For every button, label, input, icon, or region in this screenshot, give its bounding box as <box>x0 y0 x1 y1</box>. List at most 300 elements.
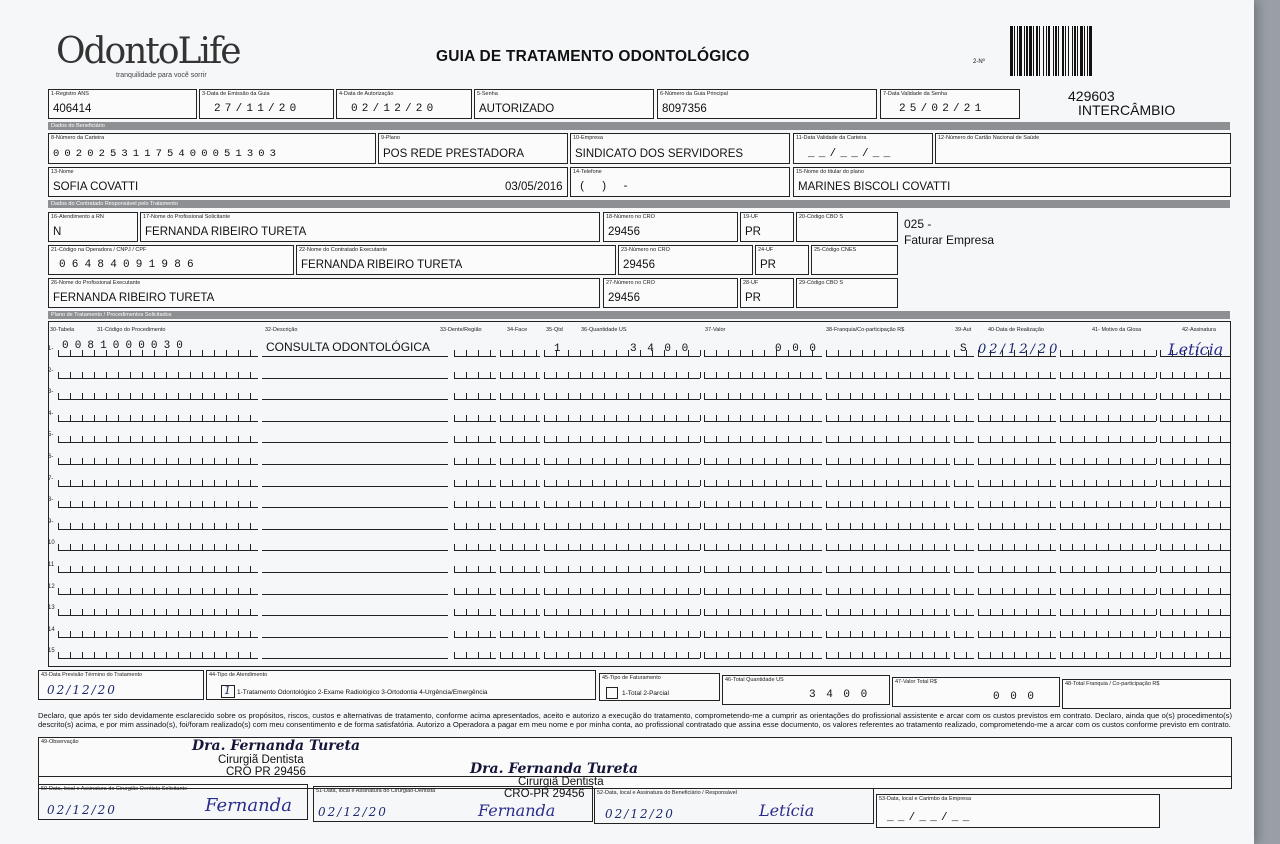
field-atendimento-rn[interactable] <box>48 212 138 242</box>
row-input-line[interactable] <box>826 572 950 573</box>
field-cartao-nacional[interactable] <box>935 133 1231 164</box>
field-codigo-operadora[interactable] <box>48 245 294 275</box>
row-input-line[interactable] <box>544 615 700 616</box>
row-input-line[interactable] <box>500 356 540 357</box>
digit-tick <box>142 436 143 442</box>
row-input-line[interactable] <box>544 637 700 638</box>
row-input-line[interactable] <box>1160 421 1230 422</box>
row-input-line[interactable] <box>954 399 974 400</box>
row-input-line[interactable] <box>1060 658 1156 659</box>
digit-tick <box>1014 436 1015 442</box>
row-input-line[interactable] <box>1060 507 1156 508</box>
row-input-line[interactable] <box>262 637 448 638</box>
digit-tick <box>676 631 677 637</box>
row-input-line[interactable] <box>1060 421 1156 422</box>
row-input-line[interactable] <box>826 356 950 357</box>
digit-tick <box>478 458 479 464</box>
digit-tick <box>1038 609 1039 615</box>
digit-tick <box>1196 652 1197 658</box>
digit-tick <box>536 480 537 486</box>
row-input-line[interactable] <box>826 421 950 422</box>
row-input-line[interactable] <box>454 486 496 487</box>
field-titular[interactable] <box>793 167 1231 197</box>
note-faturar: Faturar Empresa <box>904 233 995 247</box>
row-input-line[interactable] <box>704 421 822 422</box>
row-input-line[interactable] <box>544 529 700 530</box>
field-total-franquia[interactable] <box>1062 679 1231 709</box>
digit-tick <box>1096 372 1097 378</box>
row-input-line[interactable] <box>826 399 950 400</box>
row-number: 10 <box>48 540 55 547</box>
row-input-line[interactable] <box>262 507 448 508</box>
digit-tick <box>226 480 227 486</box>
row-input-line[interactable] <box>704 399 822 400</box>
row-input-line[interactable] <box>454 594 496 595</box>
digit-tick <box>568 544 569 550</box>
row-input-line[interactable] <box>262 421 448 422</box>
digit-tick <box>922 631 923 637</box>
stamp-name: Dra. Fernanda Tureta <box>470 761 639 777</box>
field-assinatura-dentista[interactable] <box>313 786 593 822</box>
row-input-line[interactable] <box>58 507 258 508</box>
row-input-line[interactable] <box>454 615 496 616</box>
digit-tick <box>1120 652 1121 658</box>
row-input-line[interactable] <box>704 464 822 465</box>
row-input-line[interactable] <box>1060 615 1156 616</box>
row-input-line[interactable] <box>954 442 974 443</box>
row-input-line[interactable] <box>500 637 540 638</box>
row-input-line[interactable] <box>704 637 822 638</box>
row-input-line[interactable] <box>500 378 540 379</box>
digit-tick <box>154 415 155 421</box>
digit-tick <box>728 631 729 637</box>
row-input-line[interactable] <box>454 421 496 422</box>
digit-tick <box>568 609 569 615</box>
digit-tick <box>1160 458 1161 464</box>
field-cro-solicitante[interactable] <box>603 212 738 242</box>
row-input-line[interactable] <box>1160 486 1230 487</box>
digit-tick <box>580 458 581 464</box>
row-input-line[interactable] <box>544 399 700 400</box>
row-input-line[interactable] <box>500 507 540 508</box>
row-input-line[interactable] <box>58 399 258 400</box>
row-input-line[interactable] <box>262 550 448 551</box>
field-tipo-atendimento[interactable] <box>206 670 596 700</box>
row-input-line[interactable] <box>978 442 1056 443</box>
field-guia-principal[interactable] <box>657 89 877 119</box>
field-cbo-executante[interactable] <box>796 278 898 308</box>
row-input-line[interactable] <box>500 529 540 530</box>
note-code: 025 - <box>904 217 932 231</box>
digit-tick <box>1060 544 1061 550</box>
row-input-line[interactable] <box>58 378 258 379</box>
row-input-line[interactable] <box>954 378 974 379</box>
field-numero-carteira[interactable] <box>48 133 376 164</box>
digit-tick <box>740 372 741 378</box>
row-input-line[interactable] <box>954 529 974 530</box>
row-input-line[interactable] <box>454 464 496 465</box>
row-input-line[interactable] <box>826 486 950 487</box>
digit-tick <box>752 436 753 442</box>
row-input-line[interactable] <box>826 529 950 530</box>
digit-tick <box>886 588 887 594</box>
digit-tick <box>1014 523 1015 529</box>
row-input-line[interactable] <box>1060 399 1156 400</box>
digit-tick <box>604 350 605 356</box>
row-input-line[interactable] <box>58 529 258 530</box>
digit-tick <box>850 631 851 637</box>
row-input-line[interactable] <box>500 594 540 595</box>
field-valor-total[interactable] <box>892 677 1060 707</box>
row-input-line[interactable] <box>978 486 1056 487</box>
tipo-atendimento-checkbox[interactable] <box>221 685 235 698</box>
row-input-line[interactable] <box>1160 550 1230 551</box>
row-input-line[interactable] <box>1060 486 1156 487</box>
row-input-line[interactable] <box>704 550 822 551</box>
barcode-bar <box>1077 26 1078 76</box>
row-input-line[interactable] <box>704 486 822 487</box>
digit-tick <box>544 501 545 507</box>
row-input-line[interactable] <box>704 442 822 443</box>
row-input-line[interactable] <box>1160 507 1230 508</box>
row-input-line[interactable] <box>58 658 258 659</box>
row-input-line[interactable] <box>978 572 1056 573</box>
row-input-line[interactable] <box>454 658 496 659</box>
row-input-line[interactable] <box>58 356 258 357</box>
digit-tick <box>524 566 525 572</box>
row-input-line[interactable] <box>954 356 974 357</box>
digit-tick <box>826 350 827 356</box>
row-input-line[interactable] <box>262 399 448 400</box>
digit-tick <box>1160 436 1161 442</box>
tipo-faturamento-checkbox[interactable] <box>606 687 618 699</box>
row-input-line[interactable] <box>978 421 1056 422</box>
digit-tick <box>238 350 239 356</box>
field-previsao-termino[interactable] <box>38 670 204 700</box>
header-codigo: 31-Código do Procedimento <box>97 327 166 333</box>
row-input-line[interactable] <box>58 572 258 573</box>
digit-tick <box>1184 501 1185 507</box>
field-cro-executante[interactable] <box>603 278 738 308</box>
row-input-line[interactable] <box>1160 572 1230 573</box>
digit-tick <box>1220 588 1221 594</box>
digit-tick <box>94 588 95 594</box>
digit-tick <box>1172 393 1173 399</box>
row-input-line[interactable] <box>544 507 700 508</box>
digit-tick <box>1120 609 1121 615</box>
row-input-line[interactable] <box>1160 637 1230 638</box>
row-input-line[interactable] <box>544 421 700 422</box>
row-input-line[interactable] <box>454 572 496 573</box>
row-input-line[interactable] <box>954 572 974 573</box>
row-input-line[interactable] <box>500 486 540 487</box>
digit-tick <box>190 458 191 464</box>
field-plano[interactable] <box>378 133 568 164</box>
field-registro-ans[interactable] <box>48 89 197 119</box>
digit-tick <box>512 372 513 378</box>
field-data-autorizacao[interactable] <box>336 89 472 119</box>
digit-tick <box>536 393 537 399</box>
digit-tick <box>946 458 947 464</box>
digit-tick <box>118 544 119 550</box>
field-empresa[interactable] <box>570 133 790 164</box>
digit-tick <box>1038 544 1039 550</box>
row-input-line[interactable] <box>58 615 258 616</box>
row-input-line[interactable] <box>544 550 700 551</box>
field-uf-executante[interactable] <box>740 278 794 308</box>
row-input-line[interactable] <box>1060 378 1156 379</box>
row-input-line[interactable] <box>704 594 822 595</box>
row-input-line[interactable] <box>454 442 496 443</box>
digit-tick <box>740 458 741 464</box>
digit-tick <box>544 631 545 637</box>
digit-tick <box>716 544 717 550</box>
digit-tick <box>826 566 827 572</box>
row-input-line[interactable] <box>262 442 448 443</box>
digit-tick <box>628 415 629 421</box>
field-telefone[interactable] <box>570 167 790 197</box>
row-input-line[interactable] <box>978 464 1056 465</box>
field-label: 4-Data de Autorização <box>339 91 394 97</box>
digit-tick <box>226 544 227 550</box>
field-total-quantidade-us[interactable] <box>722 675 890 705</box>
row-input-line[interactable] <box>454 507 496 508</box>
digit-tick <box>898 609 899 615</box>
digit-tick <box>1144 458 1145 464</box>
row-input-line[interactable] <box>544 356 700 357</box>
field-nome[interactable] <box>48 167 568 197</box>
field-validade-senha[interactable] <box>880 89 1020 119</box>
field-value: SINDICATO DOS SERVIDORES <box>575 148 744 160</box>
digit-tick <box>226 350 227 356</box>
row-input-line[interactable] <box>978 637 1056 638</box>
barcode-bar <box>1055 26 1057 76</box>
field-validade-carteira[interactable] <box>793 133 933 164</box>
row-input-line[interactable] <box>978 529 1056 530</box>
row-input-line[interactable] <box>262 464 448 465</box>
row-input-line[interactable] <box>954 421 974 422</box>
header-descricao: 32-Descrição <box>265 327 298 333</box>
barcode-bar <box>1029 26 1032 76</box>
row-input-line[interactable] <box>978 658 1056 659</box>
row-input-line[interactable] <box>704 615 822 616</box>
row-input-line[interactable] <box>826 615 950 616</box>
digit-tick <box>70 501 71 507</box>
row-input-line[interactable] <box>500 658 540 659</box>
row-input-line[interactable] <box>704 658 822 659</box>
row-input-line[interactable] <box>954 615 974 616</box>
row-input-line[interactable] <box>978 550 1056 551</box>
row-input-line[interactable] <box>454 399 496 400</box>
row-input-line[interactable] <box>1160 442 1230 443</box>
digit-tick <box>1156 609 1157 615</box>
row-input-line[interactable] <box>826 594 950 595</box>
digit-tick <box>106 566 107 572</box>
row-input-line[interactable] <box>544 464 700 465</box>
row-input-line[interactable] <box>978 615 1056 616</box>
field-cro-contratado[interactable] <box>618 245 753 275</box>
field-senha[interactable] <box>474 89 654 119</box>
row-input-line[interactable] <box>544 442 700 443</box>
field-contratado-executante[interactable] <box>296 245 616 275</box>
digit-tick <box>676 501 677 507</box>
row-input-line[interactable] <box>1060 464 1156 465</box>
row-input-line[interactable] <box>826 550 950 551</box>
row-input-line[interactable] <box>1060 442 1156 443</box>
row-input-line[interactable] <box>1160 658 1230 659</box>
row-input-line[interactable] <box>500 615 540 616</box>
row-input-line[interactable] <box>544 378 700 379</box>
field-assinatura-beneficiario[interactable] <box>594 788 874 824</box>
digit-tick <box>776 436 777 442</box>
row-input-line[interactable] <box>1060 356 1156 357</box>
digit-tick <box>688 566 689 572</box>
digit-tick <box>910 458 911 464</box>
row-input-line[interactable] <box>262 594 448 595</box>
field-carimbo-empresa[interactable] <box>876 794 1160 828</box>
row-input-line[interactable] <box>58 442 258 443</box>
row-input-line[interactable] <box>544 572 700 573</box>
digit-tick <box>874 372 875 378</box>
signature: Letícia <box>759 801 815 820</box>
row-input-line[interactable] <box>978 594 1056 595</box>
row-input-line[interactable] <box>262 378 448 379</box>
row-input-line[interactable] <box>978 378 1056 379</box>
digit-tick <box>752 350 753 356</box>
barcode-bar <box>1062 26 1064 76</box>
row-input-line[interactable] <box>826 658 950 659</box>
row-input-line[interactable] <box>262 356 448 357</box>
row-input-line[interactable] <box>978 399 1056 400</box>
field-data-emissao[interactable] <box>199 89 334 119</box>
field-profissional-executante[interactable] <box>48 278 600 308</box>
digit-tick <box>536 544 537 550</box>
digit-tick <box>616 480 617 486</box>
row-input-line[interactable] <box>262 615 448 616</box>
row-input-line[interactable] <box>826 442 950 443</box>
row-input-line[interactable] <box>500 442 540 443</box>
digit-tick <box>580 436 581 442</box>
digit-tick <box>728 393 729 399</box>
digit-tick <box>544 458 545 464</box>
row-input-line[interactable] <box>704 572 822 573</box>
row-input-line[interactable] <box>954 658 974 659</box>
row-input-line[interactable] <box>954 550 974 551</box>
row-input-line[interactable] <box>544 658 700 659</box>
row-input-line[interactable] <box>826 464 950 465</box>
digit-tick <box>1220 523 1221 529</box>
digit-tick <box>764 523 765 529</box>
row-input-line[interactable] <box>262 572 448 573</box>
barcode-bar <box>1058 26 1059 76</box>
field-profissional-solicitante[interactable] <box>140 212 600 242</box>
field-tipo-faturamento[interactable] <box>599 673 720 701</box>
row-input-line[interactable] <box>454 550 496 551</box>
row-input-line[interactable] <box>1160 529 1230 530</box>
field-uf-solicitante[interactable] <box>740 212 794 242</box>
row-input-line[interactable] <box>500 421 540 422</box>
digit-tick <box>978 415 979 421</box>
digit-tick <box>58 415 59 421</box>
row-input-line[interactable] <box>58 550 258 551</box>
row-input-line[interactable] <box>454 529 496 530</box>
row-input-line[interactable] <box>704 356 822 357</box>
row-input-line[interactable] <box>704 529 822 530</box>
row-input-line[interactable] <box>544 486 700 487</box>
row-input-line[interactable] <box>1060 594 1156 595</box>
row-input-line[interactable] <box>1060 572 1156 573</box>
row-input-line[interactable] <box>954 594 974 595</box>
row-input-line[interactable] <box>454 356 496 357</box>
field-label: 12-Número do Cartão Nacional de Saúde <box>938 135 1040 141</box>
row-input-line[interactable] <box>978 507 1056 508</box>
row-input-line[interactable] <box>58 464 258 465</box>
row-input-line[interactable] <box>826 507 950 508</box>
row-input-line[interactable] <box>1160 615 1230 616</box>
digit-tick <box>524 544 525 550</box>
row-input-line[interactable] <box>262 486 448 487</box>
row-input-line[interactable] <box>262 529 448 530</box>
row-input-line[interactable] <box>1160 464 1230 465</box>
row-input-line[interactable] <box>500 572 540 573</box>
digit-tick <box>70 372 71 378</box>
digit-tick <box>966 458 967 464</box>
row-input-line[interactable] <box>1060 529 1156 530</box>
digit-tick <box>1050 652 1051 658</box>
digit-tick <box>910 566 911 572</box>
row-input-line[interactable] <box>1060 637 1156 638</box>
field-cnes[interactable] <box>811 245 898 275</box>
row-input-line[interactable] <box>58 486 258 487</box>
row-input-line[interactable] <box>704 378 822 379</box>
row-input-line[interactable] <box>1160 378 1230 379</box>
row-input-line[interactable] <box>454 637 496 638</box>
header-assinatura: 42-Assinatura <box>1182 327 1216 333</box>
row-input-line[interactable] <box>58 637 258 638</box>
digit-tick <box>704 415 705 421</box>
row-input-line[interactable] <box>826 378 950 379</box>
row-input-line[interactable] <box>500 464 540 465</box>
digit-tick <box>466 393 467 399</box>
row-input-line[interactable] <box>1160 594 1230 595</box>
digit-tick <box>1060 523 1061 529</box>
digit-tick <box>788 415 789 421</box>
row-input-line[interactable] <box>454 378 496 379</box>
row-input-line[interactable] <box>1060 550 1156 551</box>
row-input-line[interactable] <box>704 507 822 508</box>
digit-tick <box>874 415 875 421</box>
row-input-line[interactable] <box>262 658 448 659</box>
digit-tick <box>118 566 119 572</box>
row-input-line[interactable] <box>826 637 950 638</box>
row-input-line[interactable] <box>954 637 974 638</box>
row-input-line[interactable] <box>500 550 540 551</box>
digit-tick <box>478 631 479 637</box>
row-input-line[interactable] <box>544 594 700 595</box>
row-input-line[interactable] <box>1160 399 1230 400</box>
row-input-line[interactable] <box>500 399 540 400</box>
field-uf-contratado[interactable] <box>755 245 809 275</box>
row-input-line[interactable] <box>58 421 258 422</box>
field-assinatura-solicitante[interactable] <box>38 784 308 820</box>
row-input-line[interactable] <box>954 486 974 487</box>
row-input-line[interactable] <box>954 464 974 465</box>
field-cbo-solicitante[interactable] <box>796 212 898 242</box>
row-input-line[interactable] <box>954 507 974 508</box>
digit-tick <box>454 588 455 594</box>
digit-tick <box>1120 436 1121 442</box>
row-input-line[interactable] <box>58 594 258 595</box>
